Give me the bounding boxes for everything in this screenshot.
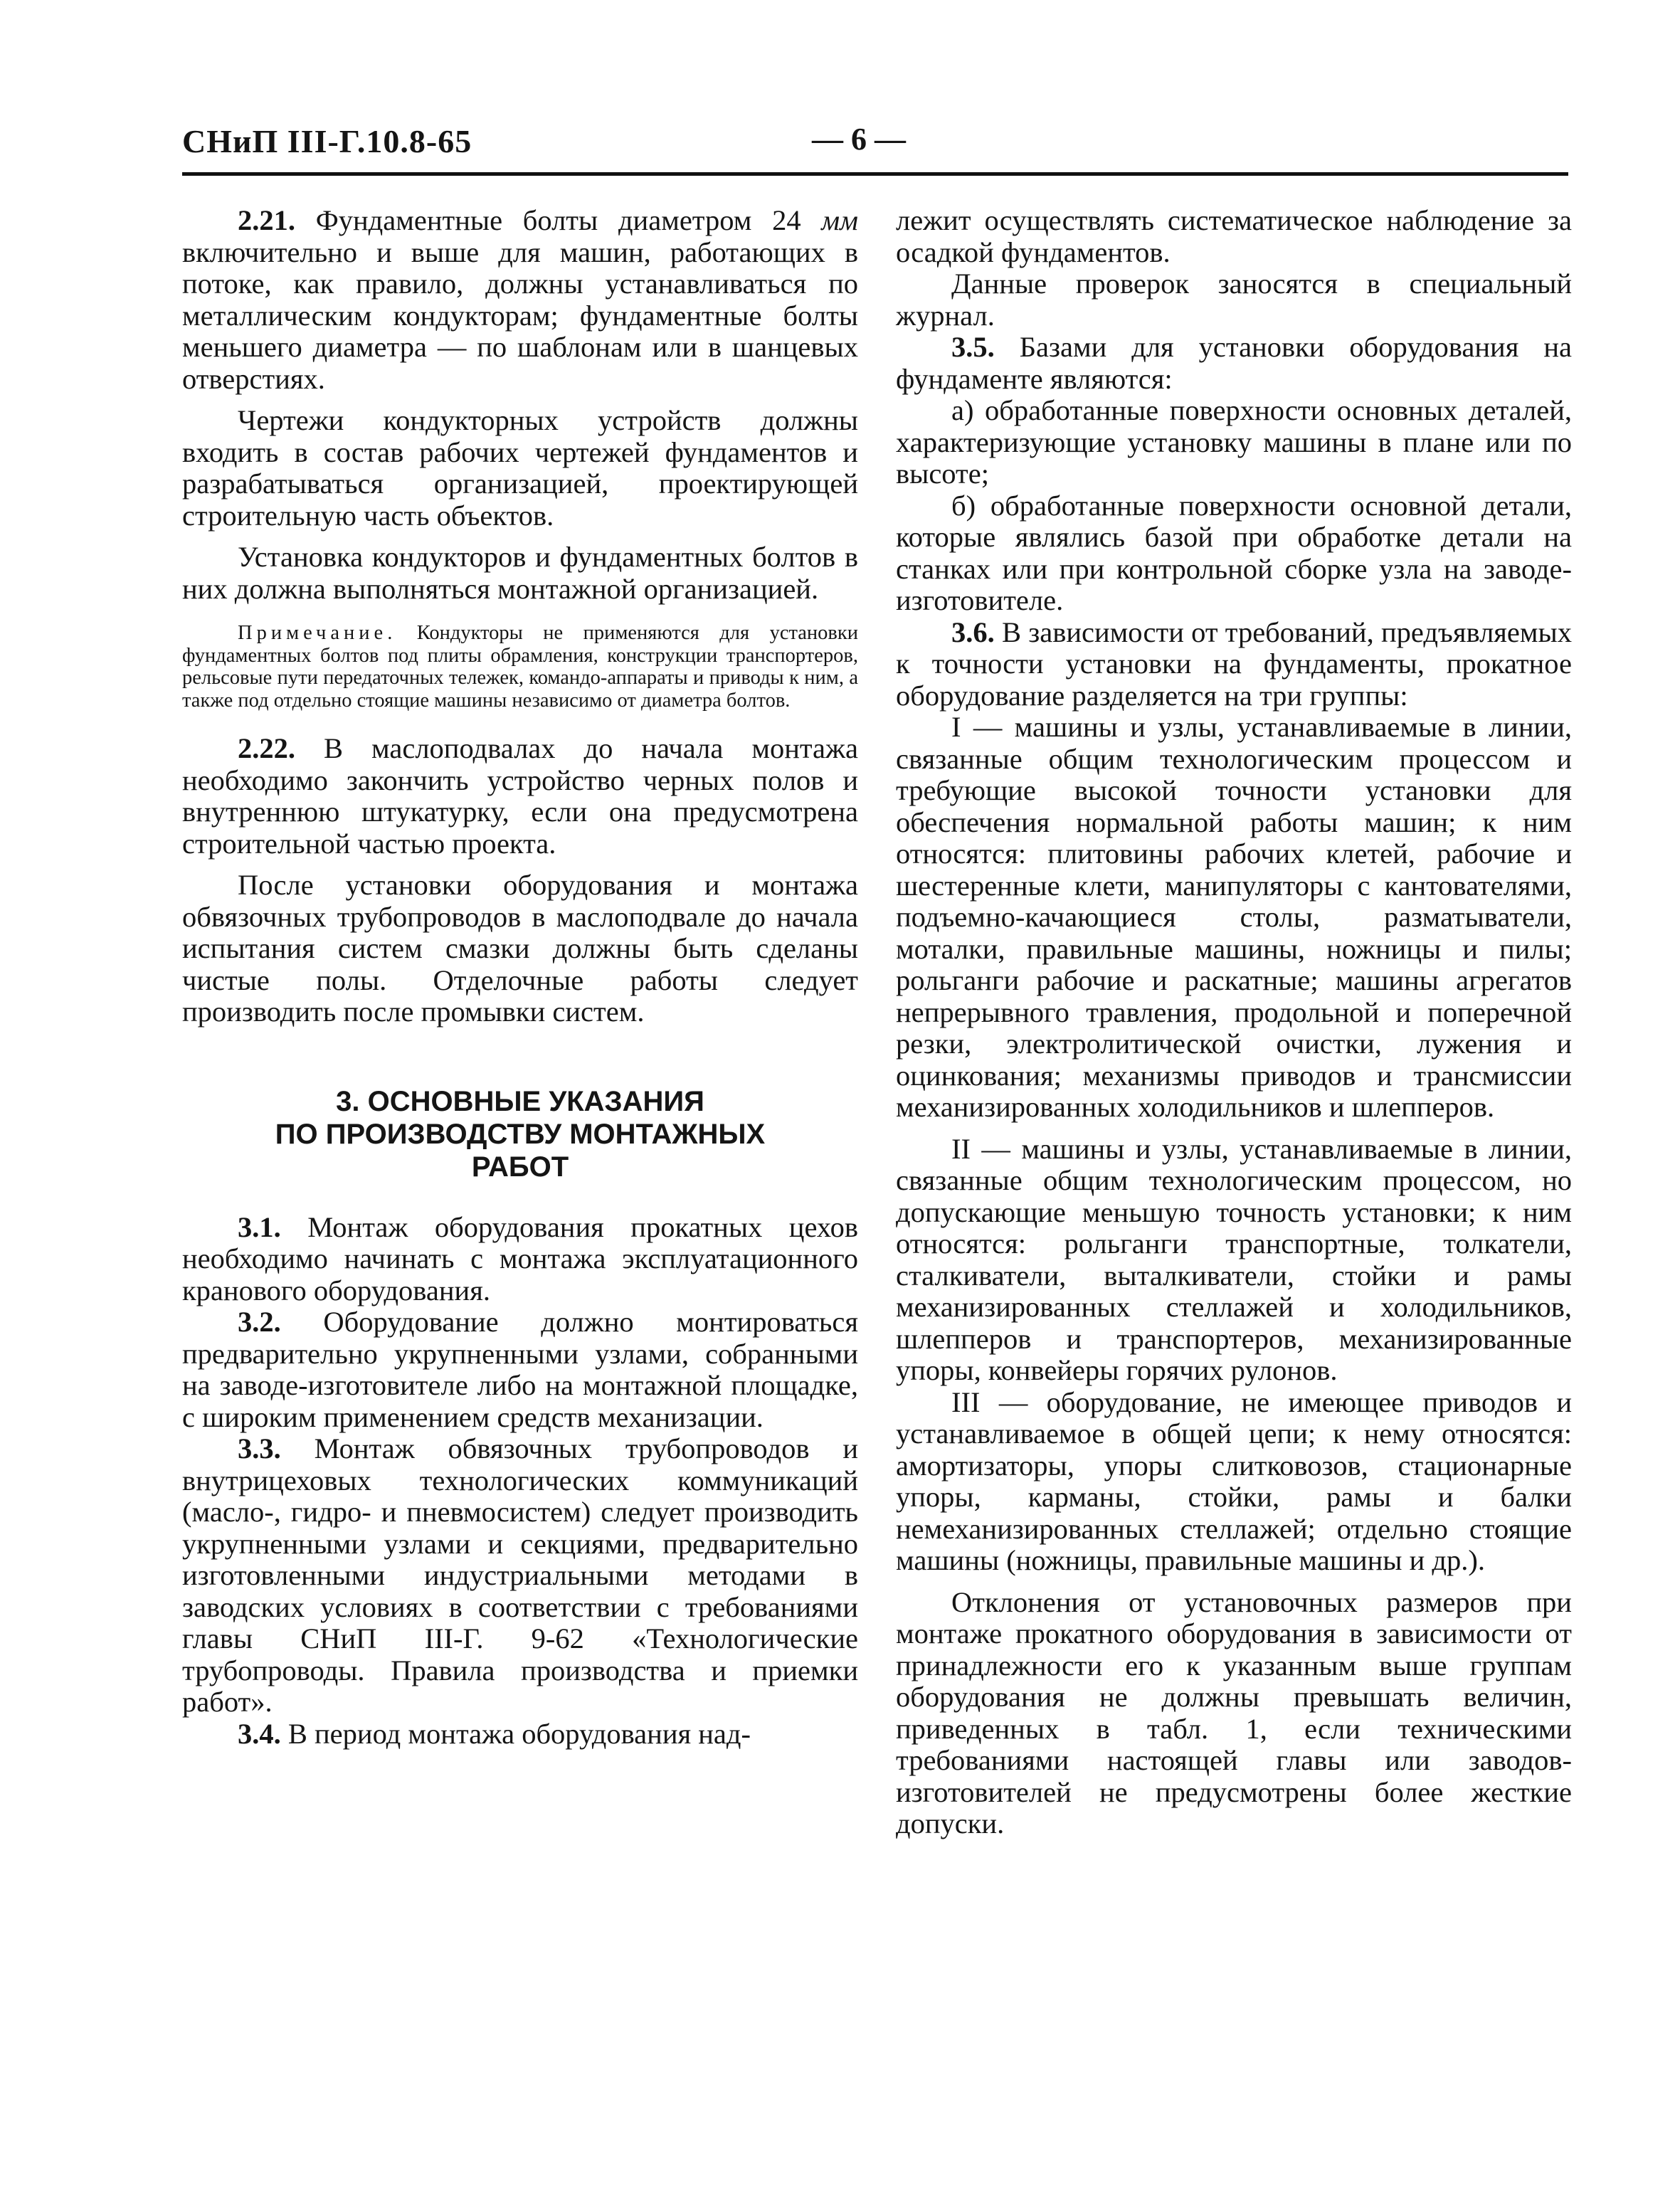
clause-number: 3.2. xyxy=(238,1306,281,1338)
group-iii: III — оборудование, не имеющее приводов и устанавливаемое в общей цепи; к нему относятся: амортизаторы, упоры слитковозов, стационарные упоры, карманы, стойки, рамы и балки немеханизированных стеллажей; отдельно стоящие машины (ножницы, правильные машины и др.). xyxy=(896,1385,1572,1576)
paragraph-after-installation: После установки оборудования и монтажа обвязочных трубопроводов в маслоподвале до начала испытания систем смазки должны быть сделаны чистые полы. Отделочные работы следует производить после промывки систем. xyxy=(182,869,858,1028)
paragraph-3-6 xyxy=(896,617,1572,712)
paragraph-3-4 xyxy=(182,1718,858,1751)
paragraph-text: Монтаж обвязочных трубопроводов и внутрицеховых технологических коммуникаций (масло-, гидро- и пневмосистем) следует производить укрупненными узлами и секциями, предварительно изготовленными индустриальными методами в заводских условиях в соответствии с требованиями главы СНиП III-Г. 9-62 «Технологические трубопроводы. Правила производства и приемки работ». xyxy=(182,1432,858,1718)
list-item-b: б) обработанные поверхности основной детали, которые являлись базой при обработке детали на станках или при контрольной сборке узла на заводе-изготовителе. xyxy=(896,489,1572,616)
section-title xyxy=(182,1085,858,1183)
paragraph-deviations: Отклонения от установочных размеров при монтаже прокатного оборудования в зависимости от принадлежности его к указанным выше группам оборудования не должны превышать величин, приведенных в табл. 1, если техническими требованиями настоящей главы или заводов-изготовителей не предусмотрены более жесткие допуски. xyxy=(896,1585,1572,1839)
paragraph-3-2 xyxy=(182,1306,858,1433)
right-column xyxy=(896,205,1572,1840)
group-ii: II — машины и узлы, устанавливаемые в линии, связанные общим технологическим процессом, но допускающие меньшую точность установки; к ним относятся: рольганги транспортные, толкатели, сталкиватели, выталкиватели, стойки и рамы механизированных стеллажей и холодильников, шлепперов и транспортеров, механизированные упоры, конвейеры горячих рулонов. xyxy=(896,1132,1572,1386)
section-title-line: 3. ОСНОВНЫЕ УКАЗАНИЯ xyxy=(336,1085,704,1117)
section-title-line: РАБОТ xyxy=(471,1151,569,1183)
paragraph-inspection-data: Данные проверок заносятся в специальный журнал. xyxy=(896,268,1572,332)
note-text: Кондукторы не применяются для установки фундаментных болтов под плиты обрамления, конструкции транспортеров, рельсовые пути передаточных тележек, командо-аппараты и приводы к ним, а также под отдельно стоящие машины независимо от диаметра болтов. xyxy=(182,622,858,712)
paragraph-2-22 xyxy=(182,733,858,860)
paragraph-text: В маслоподвалах до начала монтажа необходимо закончить устройство черных полов и внутреннюю штукатурку, если она предусмотрена строительной частью проекта. xyxy=(182,732,858,860)
paragraph-continuation: лежит осуществлять систематическое наблюдение за осадкой фундаментов. xyxy=(896,204,1572,268)
paragraph-3-5 xyxy=(896,332,1572,395)
clause-number: 3.4. xyxy=(238,1717,281,1750)
paragraph-text: Фундаментные болты диаметром 24 xyxy=(295,204,822,236)
unit-mm: мм xyxy=(821,204,858,236)
paragraph-text: Оборудование должно монтироваться предварительно укрупненными узлами, собранными на заводе-изготовителе либо на монтажной площадке, с широким применением средств механизации. xyxy=(182,1306,858,1433)
paragraph-drawings: Чертежи кондукторных устройств должны входить в состав рабочих чертежей фундаментов и разрабатываться организацией, проектирующей строительную часть объектов. xyxy=(182,404,858,532)
clause-number: 3.3. xyxy=(238,1432,281,1464)
page-header xyxy=(182,118,1568,176)
paragraph-text: Базами для установки оборудования на фундаменте являются: xyxy=(896,331,1572,395)
clause-number: 3.5. xyxy=(951,331,995,363)
clause-number: 2.21. xyxy=(238,204,295,236)
document-code: СНиП III-Г.10.8-65 xyxy=(182,123,472,159)
paragraph-3-3 xyxy=(182,1433,858,1718)
paragraph-text: Монтаж оборудования прокатных цехов необходимо начинать с монтажа эксплуатационного кранового оборудования. xyxy=(182,1210,858,1306)
section-title-line: ПО ПРОИЗВОДСТВУ МОНТАЖНЫХ xyxy=(275,1118,766,1150)
page-number: — 6 — xyxy=(812,122,906,157)
paragraph-text: В зависимости от требований, предъявляемых к точности установки на фундаменты, прокатное оборудование разделяется на три группы: xyxy=(896,616,1572,712)
list-item-a: а) обработанные поверхности основных деталей, характеризующие установку машины в плане или по высоте; xyxy=(896,394,1572,490)
note-label: Примечание. xyxy=(238,622,397,644)
clause-number: 3.1. xyxy=(238,1210,281,1243)
clause-number: 2.22. xyxy=(238,732,295,764)
paragraph-3-1 xyxy=(182,1212,858,1307)
paragraph-installation: Установка кондукторов и фундаментных болтов в них должна выполняться монтажной организацией. xyxy=(182,541,858,605)
left-column xyxy=(182,205,858,1750)
group-i: I — машины и узлы, устанавливаемые в линии, связанные общим технологическим процессом и требующие высокой точности установки для обеспечения нормальной работы машин; к ним относятся: плитовины рабочих клетей, рабочие и шестеренные клети, манипуляторы с кантователями, подъемно-качающиеся столы, разматыватели, моталки, правильные машины, ножницы и пилы; рольганги рабочие и раскатные; машины агрегатов непрерывного травления, продольной и поперечной резки, электролитической очистки, лужения и оцинкования; механизмы приводов и трансмиссии механизированных холодильников и шлепперов. xyxy=(896,711,1572,1123)
paragraph-text: включительно и выше для машин, работающих в потоке, как правило, должны устанавливаться по металлическим кондукторам; фундаментные болты меньшего диаметра — по шаблонам или в шанцевых отверстиях. xyxy=(182,236,858,395)
paragraph-text: В период монтажа оборудования над- xyxy=(280,1717,751,1750)
paragraph-2-21 xyxy=(182,205,858,395)
clause-number: 3.6. xyxy=(951,616,995,648)
note xyxy=(182,622,858,712)
